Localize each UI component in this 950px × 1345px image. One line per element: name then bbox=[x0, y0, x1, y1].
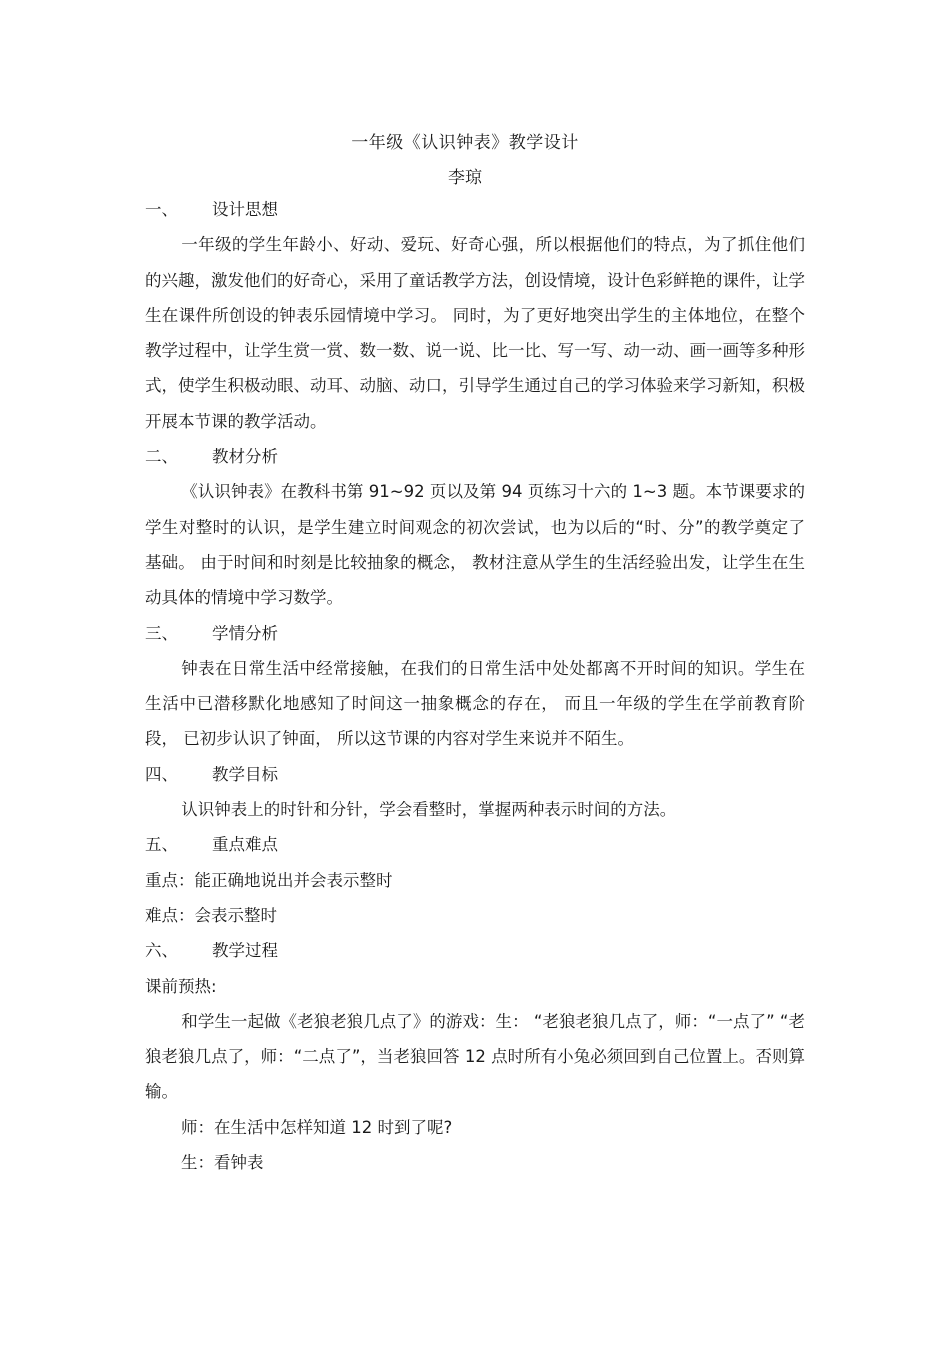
section-title: 教学过程 bbox=[212, 941, 278, 961]
warmup-label: 课前预热: bbox=[145, 976, 217, 996]
section-number: 二、 bbox=[145, 447, 178, 467]
section-number: 一、 bbox=[145, 200, 178, 219]
section-number: 五、 bbox=[145, 835, 178, 855]
student-answer: 生：看钟表 bbox=[181, 1153, 264, 1173]
section-number: 三、 bbox=[145, 623, 178, 643]
section-heading-6 bbox=[145, 933, 805, 968]
material-paragraph: 《认识钟表》在教科书第 91~92 页以及第 94 页练习十六的 1~3 题。本节课要求的学生对整时的认识，是学生建立时间观念的初次尝试，也为以后的“时、分”的教学奠定了基础。 由于时间和时刻是比较抽象的概念， 教材注意从学生的生活经验出发，让学生在生动具体的情境中学习数学。 bbox=[145, 482, 805, 608]
teacher-question: 师：在生活中怎样知道 12 时到了呢? bbox=[181, 1117, 453, 1137]
section-heading-1 bbox=[145, 192, 805, 227]
design-paragraph: 一年级的学生年龄小、好动、爱玩、好奇心强，所以根据他们的特点，为了抓住他们的兴趣，激发他们的好奇心，采用了童话教学方法，创设情境，设计色彩鲜艳的课件，让学生在课件所创设的钟表乐园情境中学习。 同时，为了更好地突出学生的主体地位，在整个教学过程中，让学生赏一赏、数一数、说一说、比一比、写一写、动一动、画一画等多种形式，使学生积极动眼、动耳、动脑、动口，引导学生通过自己的学习体验来学习新知，积极开展本节课的教学活动。 bbox=[145, 235, 805, 431]
section-number: 六、 bbox=[145, 941, 178, 961]
difficulty-line: 难点：会表示整时 bbox=[145, 905, 277, 925]
situation-paragraph: 钟表在日常生活中经常接触，在我们的日常生活中处处都离不开时间的知识。学生在生活中已潜移默化地感知了时间这一抽象概念的存在， 而且一年级的学生在学前教育阶段， 已初步认识了钟面， 所以这节课的内容对学生来说并不陌生。 bbox=[145, 658, 805, 749]
key-point-line: 重点：能正确地说出并会表示整时 bbox=[145, 870, 393, 890]
document-author: 李琼 bbox=[448, 168, 482, 188]
section-number: 四、 bbox=[145, 764, 178, 784]
section-title: 教材分析 bbox=[212, 447, 278, 467]
section-title: 重点难点 bbox=[212, 835, 278, 855]
section-heading-5 bbox=[145, 827, 805, 862]
section-title: 设计思想 bbox=[212, 200, 278, 219]
section-title: 教学目标 bbox=[212, 764, 278, 784]
goal-paragraph: 认识钟表上的时针和分针，学会看整时，掌握两种表示时间的方法。 bbox=[181, 800, 677, 820]
document-title: 一年级《认识钟表》教学设计 bbox=[351, 133, 579, 153]
section-heading-2 bbox=[145, 439, 805, 474]
game-paragraph: 和学生一起做《老狼老狼几点了》的游戏：生： “老狼老狼几点了，师：“一点了” “老狼老狼几点了，师：“二点了”，当老狼回答 12 点时所有小兔必须回到自己位置上。否则算输。 bbox=[145, 1011, 805, 1102]
section-heading-4 bbox=[145, 757, 805, 792]
section-heading-3 bbox=[145, 616, 805, 651]
section-title: 学情分析 bbox=[212, 623, 278, 643]
document-body bbox=[145, 192, 805, 1180]
